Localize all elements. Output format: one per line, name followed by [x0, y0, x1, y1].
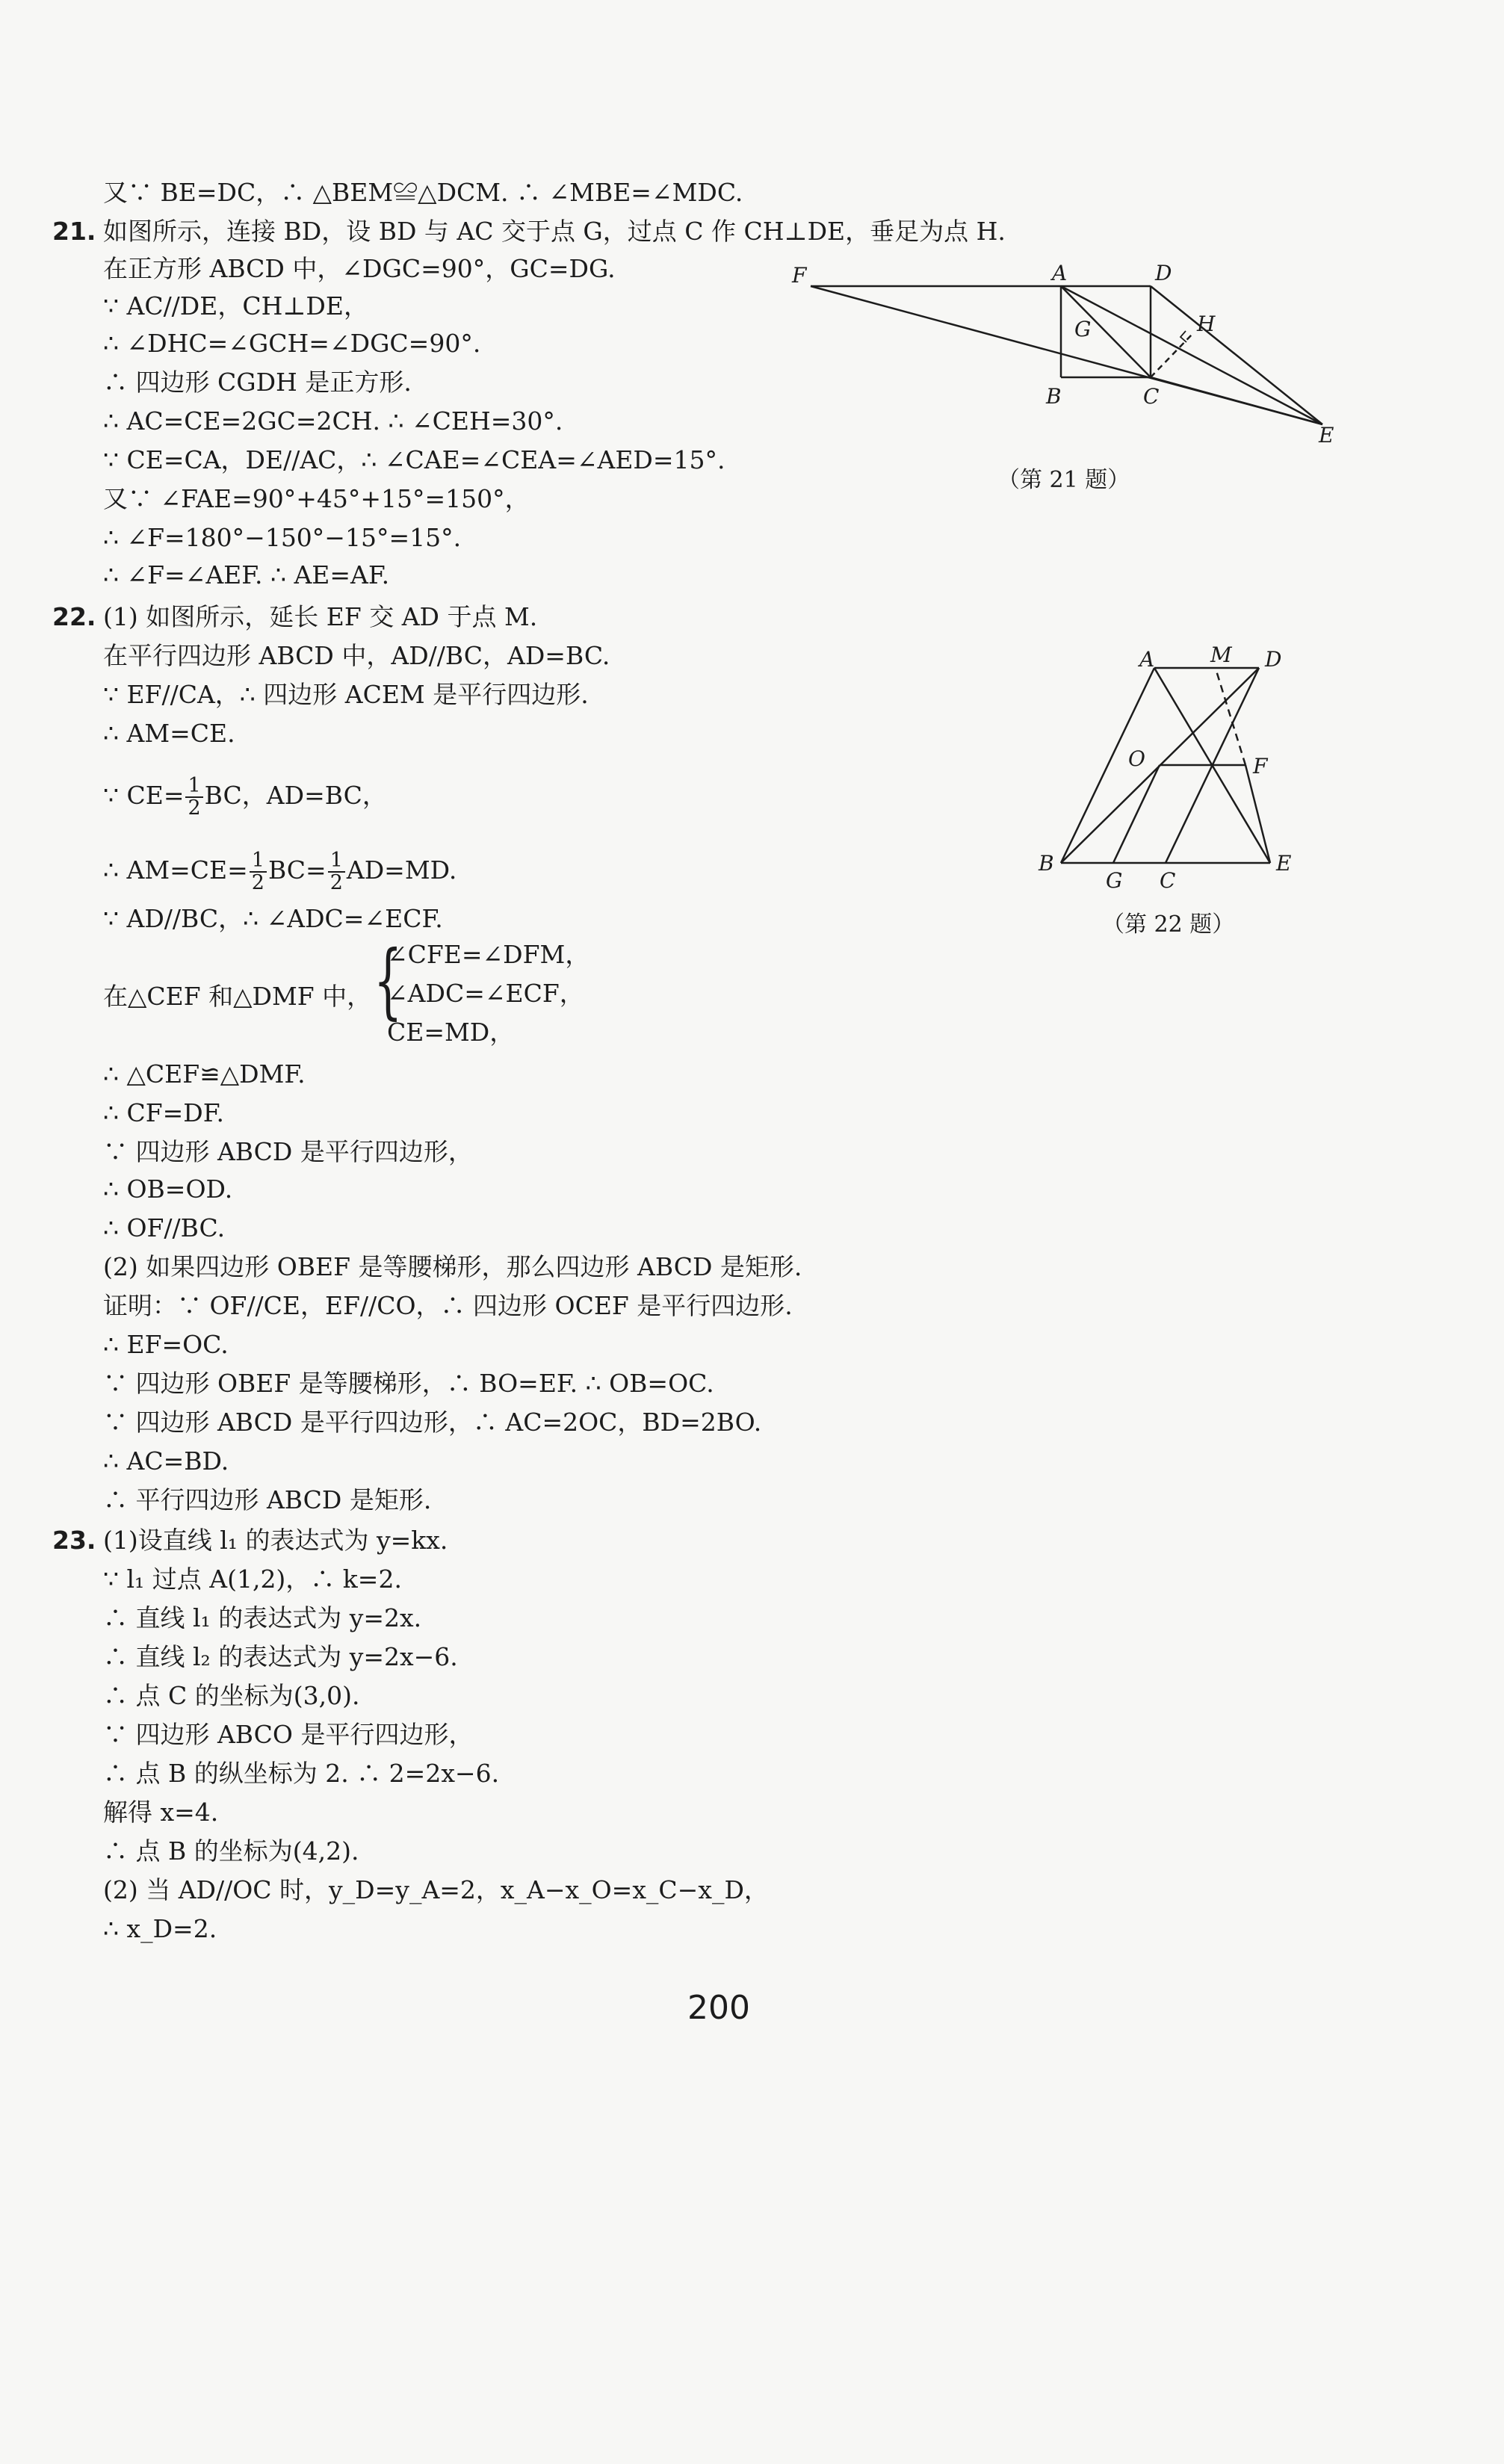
- system-line: ∠ADC=∠ECF，: [387, 979, 584, 1008]
- text-line: ∵ 四边形 OBEF 是等腰梯形，∴ BO=EF. ∴ OB=OC.: [103, 1369, 714, 1398]
- text-line: ∵ EF//CA，∴ 四边形 ACEM 是平行四边形.: [103, 680, 589, 709]
- label-B: B: [1046, 384, 1062, 409]
- text-line: ∴ EF=OC.: [103, 1330, 229, 1359]
- text-line: 证明：∵ OF//CE，EF//CO，∴ 四边形 OCEF 是平行四边形.: [103, 1291, 793, 1320]
- text-segment: ∴ AM=CE=: [103, 855, 248, 885]
- figure-21-caption: （第 21 题）: [997, 467, 1130, 493]
- text-line: (1)设直线 l₁ 的表达式为 y=kx.: [103, 1526, 448, 1555]
- text-segment: AD=MD.: [346, 855, 457, 885]
- text-line: ∴ x_D=2.: [103, 1914, 217, 1943]
- text-line: 又∵ ∠FAE=90°+45°+15°=150°，: [103, 484, 530, 513]
- figure-22: [1031, 643, 1315, 897]
- text-line: ∴ OF//BC.: [103, 1213, 226, 1242]
- text-line: 如图所示，连接 BD，设 BD 与 AC 交于点 G，过点 C 作 CH⊥DE，垂足为点 H.: [103, 217, 1006, 246]
- label-A: A: [1139, 647, 1155, 672]
- text-segment: ∵ CE=: [103, 781, 185, 810]
- text-line: (2) 当 AD//OC 时，y_D=y_A=2，x_A−x_O=x_C−x_D，: [103, 1875, 769, 1904]
- text-line: ∵ CE=CA，DE//AC，∴ ∠CAE=∠CEA=∠AED=15°.: [103, 445, 725, 474]
- question-number-21: 21.: [52, 217, 96, 246]
- text-segment: BC=: [267, 855, 327, 885]
- text-line: ∴ ∠F=∠AEF. ∴ AE=AF.: [103, 560, 390, 589]
- text-line: ∴ 平行四边形 ABCD 是矩形.: [103, 1485, 432, 1514]
- label-F: F: [792, 263, 807, 288]
- text-line: ∵ AC//DE，CH⊥DE，: [103, 291, 368, 321]
- text-line: ∴ 四边形 CGDH 是正方形.: [103, 368, 412, 397]
- label-D: D: [1155, 261, 1172, 285]
- system-line: ∠CFE=∠DFM，: [387, 940, 590, 969]
- text-line: 解得 x=4.: [103, 1798, 219, 1827]
- text-line: ∴ ∠F=180°−150°−15°=15°.: [103, 523, 462, 552]
- text-line: 在正方形 ABCD 中，∠DGC=90°，GC=DG.: [103, 254, 616, 283]
- text-line: ∴ 直线 l₂ 的表达式为 y=2x−6.: [103, 1642, 458, 1671]
- label-C: C: [1160, 868, 1176, 893]
- label-D: D: [1265, 647, 1282, 672]
- text-line: ∵ 四边形 ABCD 是平行四边形，∴ AC=2OC，BD=2BO.: [103, 1408, 762, 1437]
- text-line-fraction: [103, 776, 387, 819]
- figure-21: [792, 254, 1334, 456]
- text-line: ∴ OB=OD.: [103, 1174, 233, 1204]
- label-G: G: [1074, 317, 1092, 341]
- left-brace-icon: {: [374, 932, 403, 1028]
- system-line: CE=MD，: [387, 1018, 515, 1047]
- text-line: (2) 如果四边形 OBEF 是等腰梯形，那么四边形 ABCD 是矩形.: [103, 1252, 802, 1281]
- page-number: 200: [687, 1989, 750, 2027]
- text-line: ∴ AC=BD.: [103, 1446, 229, 1476]
- label-B: B: [1039, 851, 1054, 876]
- text-line: ∴ CF=DF.: [103, 1098, 224, 1127]
- text-line: ∴ △CEF≌△DMF.: [103, 1059, 306, 1089]
- label-C: C: [1143, 384, 1160, 409]
- label-E: E: [1319, 423, 1334, 448]
- label-O: O: [1128, 746, 1145, 771]
- text-line: ∴ AM=CE.: [103, 719, 235, 748]
- text-line: ∴ ∠DHC=∠GCH=∠DGC=90°.: [103, 329, 481, 358]
- label-F: F: [1253, 754, 1268, 778]
- fraction-one-half: $\frac{1}{2}$: [185, 776, 202, 819]
- question-number-23: 23.: [52, 1526, 96, 1555]
- text-line: 又∵ BE=DC，∴ △BEM≌△DCM. ∴ ∠MBE=∠MDC.: [103, 178, 743, 207]
- label-H: H: [1197, 312, 1216, 336]
- figure-22-caption: （第 22 题）: [1102, 911, 1235, 938]
- text-line: ∵ 四边形 ABCD 是平行四边形，: [103, 1137, 473, 1166]
- text-segment: BC，AD=BC，: [204, 781, 387, 810]
- text-line: ∴ 点 C 的坐标为(3,0).: [103, 1681, 360, 1710]
- label-M: M: [1210, 643, 1232, 667]
- text-line: 在平行四边形 ABCD 中，AD//BC，AD=BC.: [103, 641, 610, 670]
- label-E: E: [1276, 851, 1292, 876]
- text-line-fraction: [103, 850, 457, 894]
- text-line: (1) 如图所示，延长 EF 交 AD 于点 M.: [103, 602, 538, 631]
- label-G: G: [1106, 868, 1123, 893]
- question-number-22: 22.: [52, 602, 96, 631]
- text-line: ∴ 点 B 的坐标为(4,2).: [103, 1836, 359, 1866]
- equation-system: [374, 932, 672, 1055]
- text-line: ∵ l₁ 过点 A(1,2)，∴ k=2.: [103, 1564, 402, 1594]
- text-line: ∴ 直线 l₁ 的表达式为 y=2x.: [103, 1603, 422, 1632]
- label-A: A: [1052, 261, 1068, 285]
- text-line: ∴ AC=CE=2GC=2CH. ∴ ∠CEH=30°.: [103, 406, 563, 436]
- fraction-one-half: $\frac{1}{2}$: [328, 850, 345, 894]
- text-line: ∴ 点 B 的纵坐标为 2. ∴ 2=2x−6.: [103, 1759, 500, 1788]
- text-line: ∵ AD//BC，∴ ∠ADC=∠ECF.: [103, 904, 443, 933]
- text-line: 在△CEF 和△DMF 中，: [103, 982, 372, 1011]
- fraction-one-half: $\frac{1}{2}$: [250, 850, 267, 894]
- text-line: ∵ 四边形 ABCO 是平行四边形，: [103, 1720, 474, 1749]
